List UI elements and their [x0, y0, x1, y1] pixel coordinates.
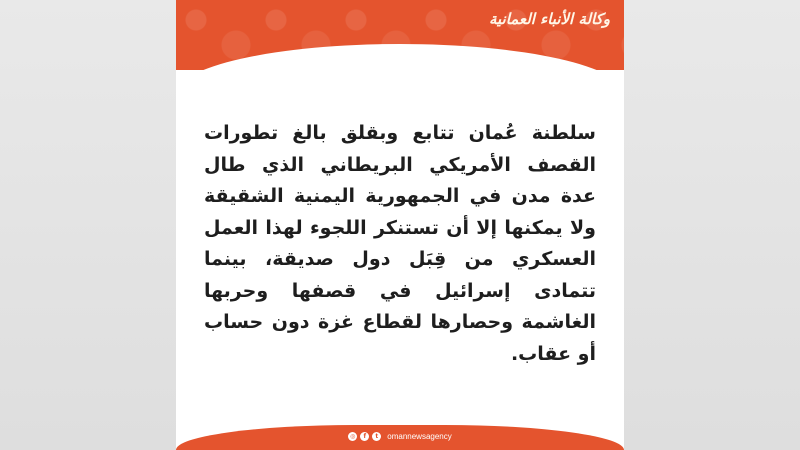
social-handle[interactable]: omannewsagency: [387, 432, 452, 441]
left-background: [0, 0, 176, 450]
right-background: [624, 0, 800, 450]
facebook-icon[interactable]: f: [360, 432, 369, 441]
post-footer-banner: [176, 425, 624, 450]
news-post-card: [176, 0, 624, 450]
social-links: [176, 432, 624, 441]
twitter-icon[interactable]: t: [372, 432, 381, 441]
agency-logo: وكالة الأنباء العمانية: [488, 10, 610, 28]
instagram-icon[interactable]: ◎: [350, 432, 356, 440]
statement-text: سلطنة عُمان تتابع وبقلق بالغ تطورات القصف الأمريكي البريطاني الذي طال عدة مدن في الجمهورية اليمنية الشقيقة ولا يمكنها إلا أن تستنكر اللجوء لهذا العمل العسكري من قِبَل دول صديقة، بينما تتمادى إسرائيل في قصفها وحربها الغاشمة وحصارها لقطاع غزة دون حساب أو عقاب.: [204, 122, 596, 365]
